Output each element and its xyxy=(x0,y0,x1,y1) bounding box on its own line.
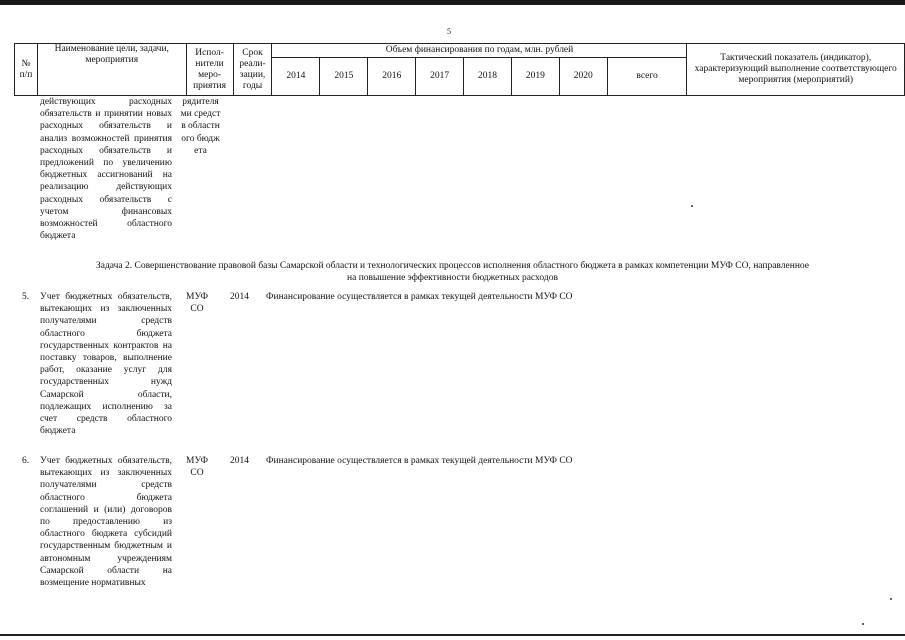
row-name: Учет бюджетных обязательств, вытекающих из заключенных получателями средств областного бюджета государственных контрактов на поставку товаров, выполнение работ, оказание услуг для государственных нужд Самарской области, подлежащих исполнению за счет средств областного бюджета xyxy=(40,292,172,437)
row-name: Учет бюджетных обязательств, вытекающих из заключенных получателями средств областного бюджета соглашений и (или) договоров по предоставлению из областного бюджета субсидий государственным бюджетным и автономным учреждениям Самарской области на возмещение нормативных xyxy=(40,456,172,589)
bottom-scan-border xyxy=(0,634,905,636)
header-year-2018: 2018 xyxy=(464,58,512,96)
header-year-2015: 2015 xyxy=(320,58,368,96)
row-year: 2014 xyxy=(230,456,249,466)
scan-speck xyxy=(890,598,892,600)
row-year: 2014 xyxy=(230,292,249,302)
header-indicator: Тактический показатель (индикатор), характеризующий выполнение соответствующего мероприятия (мероприятий) xyxy=(687,44,905,96)
task-2-heading-line-2: на повышение эффективности бюджетных расходов xyxy=(347,272,558,283)
header-year-2016: 2016 xyxy=(368,58,416,96)
header-executors: Испол-нители меро-приятия xyxy=(186,44,233,96)
continuation-name: действующих расходных обязательств и принятии новых расходных обязательств и анализ возможностей принятия расходных обязательств и предложений по увеличению бюджетных ассигнований на реализацию действующих расходных обязательств с учетом финансовых возможностей областного бюджета xyxy=(40,97,172,242)
header-term: Срок реали-зации, годы xyxy=(233,44,272,96)
row-funding-note: Финансирование осуществляется в рамках текущей деятельности МУФ СО xyxy=(266,456,573,466)
header-total: всего xyxy=(607,58,687,96)
row-funding-note: Финансирование осуществляется в рамках текущей деятельности МУФ СО xyxy=(266,292,573,302)
table-header xyxy=(14,43,905,96)
header-year-2019: 2019 xyxy=(511,58,559,96)
row-executor: МУФ СО xyxy=(186,456,208,479)
header-num: № п/п xyxy=(15,44,38,96)
header-year-2014: 2014 xyxy=(272,58,320,96)
row-number: 6. xyxy=(22,456,30,466)
top-scan-border xyxy=(0,0,905,5)
header-name: Наименование цели, задачи, мероприятия xyxy=(37,44,186,96)
row-number: 5. xyxy=(22,292,30,302)
task-2-heading-line-1: Задача 2. Совершенствование правовой базы Самарской области и технологических процессов исполнения областного бюджета в рамках компетенции МУФ СО, направленное xyxy=(95,261,809,271)
page-number: 5 xyxy=(447,27,451,36)
scan-speck xyxy=(691,205,693,207)
header-year-2017: 2017 xyxy=(416,58,464,96)
scan-speck xyxy=(862,623,864,625)
header-funding: Объем финансирования по годам, млн. рублей xyxy=(272,44,687,58)
continuation-executor: рядителями средств областного бюджета xyxy=(180,97,221,156)
task-2-heading xyxy=(30,261,875,284)
row-executor: МУФ СО xyxy=(186,292,208,315)
header-year-2020: 2020 xyxy=(559,58,607,96)
